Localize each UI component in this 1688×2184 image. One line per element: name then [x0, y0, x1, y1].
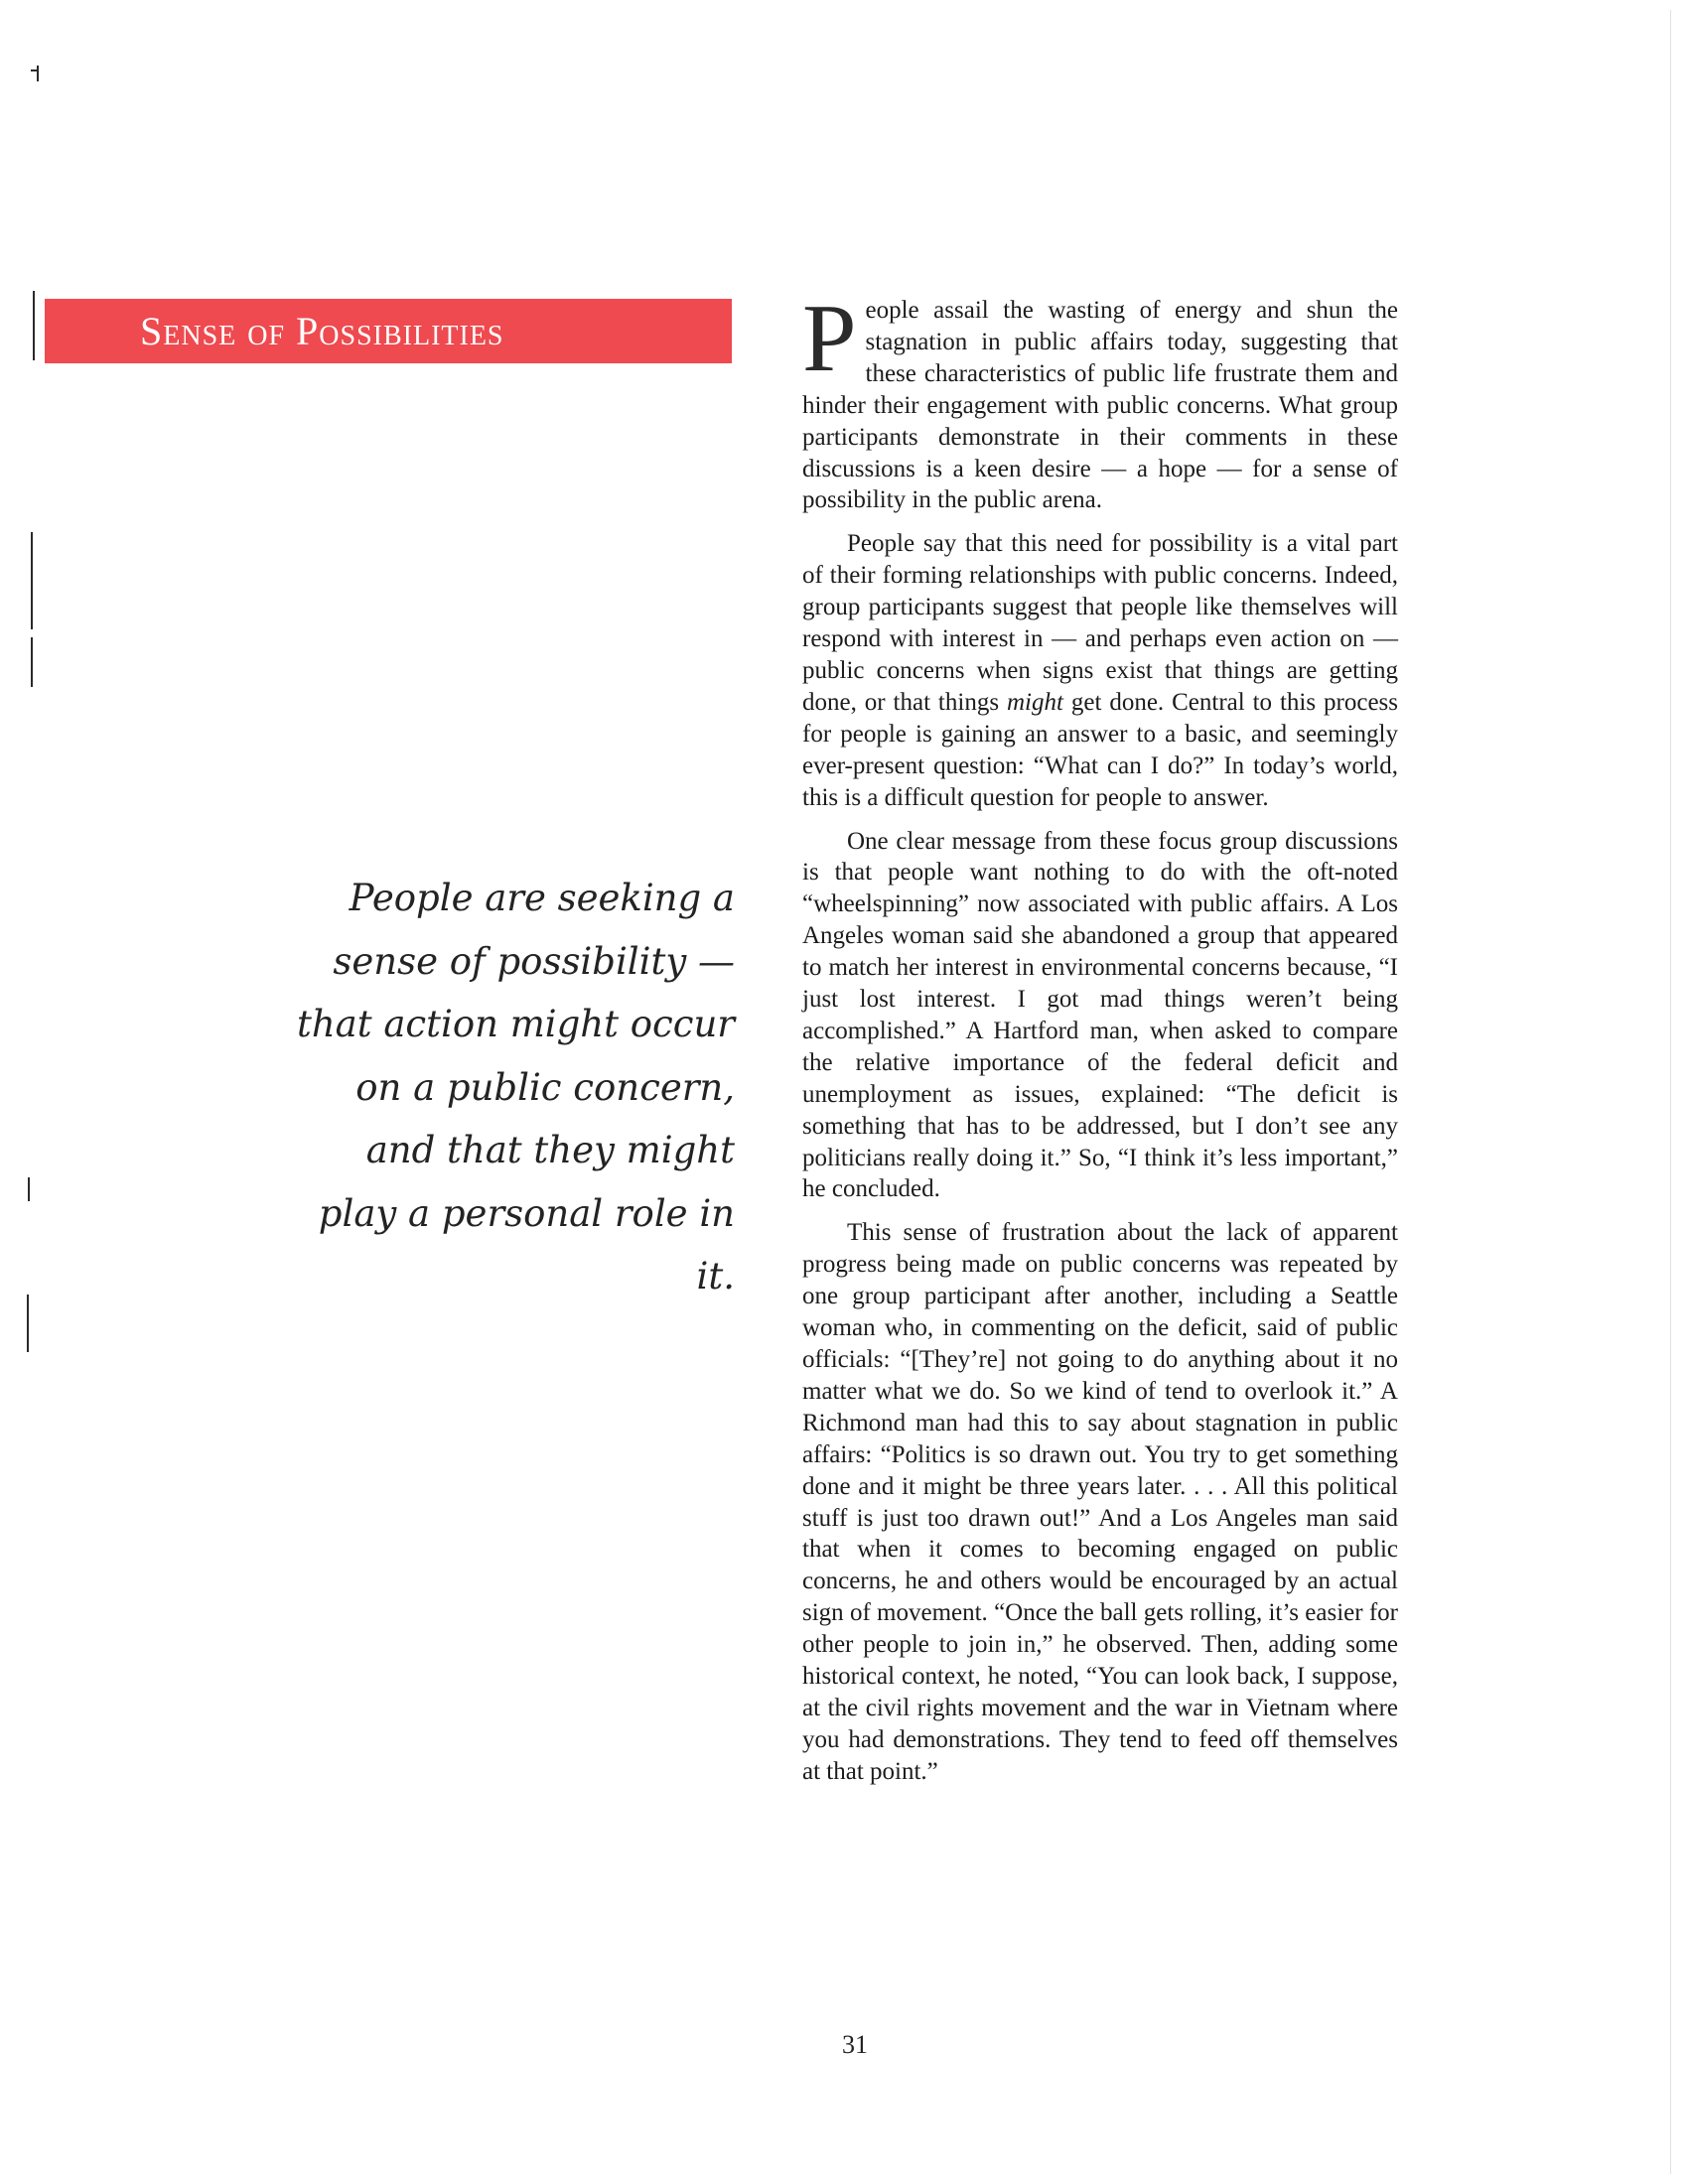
section-banner: [45, 299, 732, 363]
body-paragraph: [802, 528, 1398, 813]
emphasis-text: might: [1006, 688, 1063, 716]
scan-edge-mark: [37, 66, 39, 81]
page-number: 31: [842, 2030, 868, 2059]
body-paragraph: One clear message from these focus group discussions is that people want nothing to do with the oft-noted “wheelspinning” now associated with public affairs. A Los Angeles woman said she abandoned a group that appeared to match her interest in environmental concerns because, “I just lost interest. I got mad things weren’t being accomplished.” A Hartford man, when asked to compare the relative importance of the federal deficit and unemployment as issues, explained: “The deficit is something that has to be addressed, but I don’t see any politicians really doing it.” So, “I think it’s less important,” he concluded.: [802, 827, 1398, 1203]
paragraph-text: People say that this need for possibility is a vital part of their forming relationships with public concerns. Indeed, group participants suggest that people like themselves will respond with interest in — and perhaps even action on — public concerns when signs exist that things are getting done, or that things: [802, 530, 1398, 716]
scan-edge-mark: [31, 69, 39, 71]
pull-quote: People are seeking a sense of possibility — that action might occur on a public concern, and that they might play a personal role in it.: [296, 877, 735, 1297]
body-paragraph: This sense of frustration about the lack of apparent progress being made on public concerns was repeated by one group participant after another, including a Seattle woman who, in commenting on the deficit, said of public officials: “[They’re] not going to do anything about it no matter what we do. So we kind of tend to overlook it.” A Richmond man had this to say about stagnation in public affairs: “Politics is so drawn out. You try to get something done and it might be three years later. . . . All this political stuff is just too drawn out!” And a Los Angeles man said that when it comes to becoming engaged on public concerns, he and others would be encouraged by an actual sign of movement. “Once the ball gets rolling, it’s easier for other people to join in,” he observed. Then, adding some historical context, he noted, “You can look back, I suppose, at the civil rights movement and the war in Vietnam where you had demonstrations. They tend to feed off themselves at that point.”: [802, 1219, 1398, 1785]
scan-edge-mark: [27, 1295, 29, 1352]
paragraph-text: get done. Central to this process for people is gaining an answer to a basic, and seemingly ever-present question: “What can I do?” In today’s world, this is a difficult question for people to answer.: [802, 688, 1399, 811]
scan-edge-mark: [31, 637, 33, 687]
scan-edge-mark: [1670, 10, 1671, 2174]
scan-edge-mark: [28, 1177, 30, 1201]
paragraph-text: eople assail the wasting of energy and shun the stagnation in public affairs today, suggesting that these characteristics of public life frustrate them and hinder their engagement with public concerns. What group participants demonstrate in their comments in these discussions is a keen desire — a hope — for a sense of possibility in the public arena.: [802, 297, 1398, 514]
scan-edge-mark: [31, 532, 33, 629]
drop-cap: P: [802, 285, 857, 392]
scan-edge-mark: [33, 291, 35, 360]
section-title: Sense of Possibilities: [140, 309, 504, 353]
body-column: [802, 285, 1399, 1800]
body-paragraph: [802, 285, 1398, 516]
